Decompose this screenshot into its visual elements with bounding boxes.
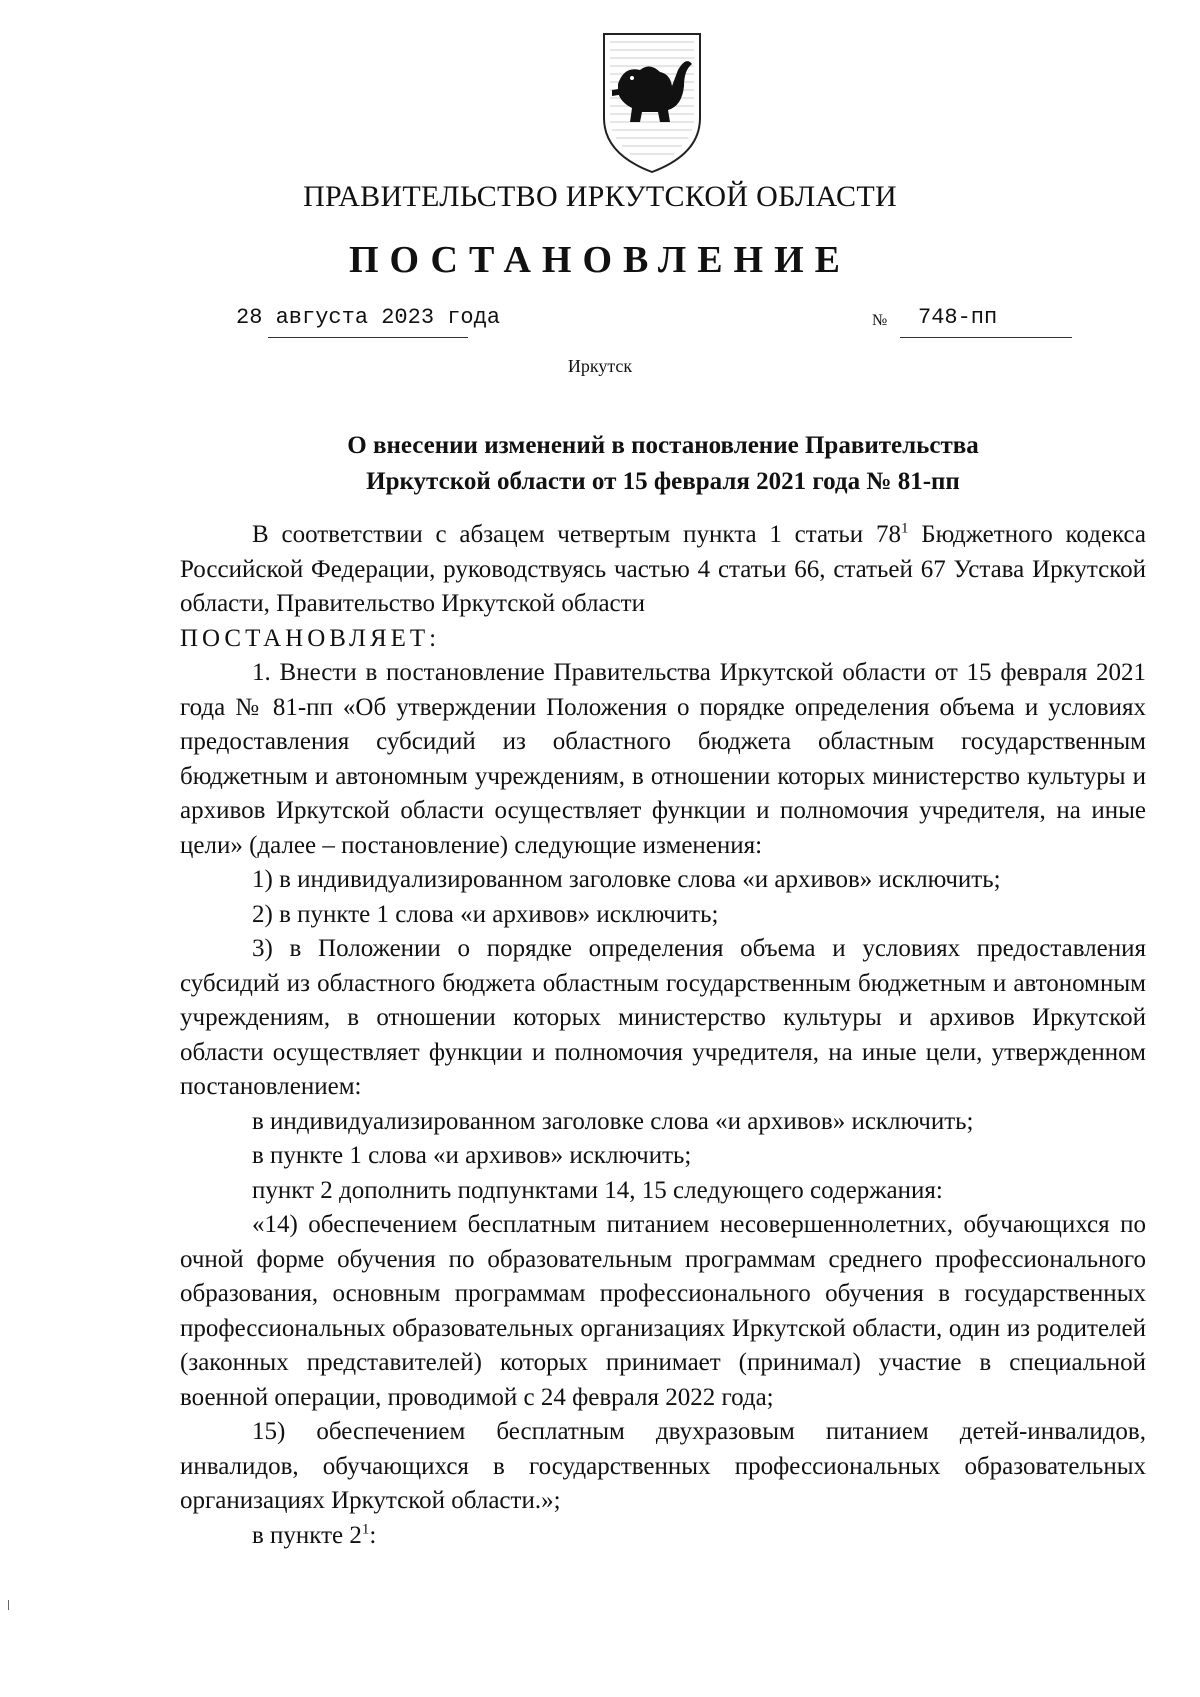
point-2-1-text-b: : bbox=[369, 1521, 377, 1549]
quoted-subpoint-15: 15) обеспечением бесплатным двухразовым питанием детей-инвалидов, инвалидов, обучающихся в государственных профессиональных образовательных организациях Иркутской области.»; bbox=[180, 1418, 1146, 1514]
sub-item-heading: в индивидуализированном заголовке слова «и архивов» исключить; bbox=[252, 1107, 974, 1135]
city: Иркутск bbox=[567, 356, 633, 376]
point-2-1-line bbox=[180, 1519, 1146, 1554]
number-underline bbox=[900, 337, 1072, 338]
preamble-text-b: Бюджетного кодекса Российской Федерации, руководствуясь частью 4 статьи 66, статьей 67 Устава Иркутской области, Правительство Иркутской области bbox=[180, 521, 1147, 617]
date-underline bbox=[268, 337, 468, 338]
government-name: ПРАВИТЕЛЬСТВО ИРКУТСКОЙ ОБЛАСТИ bbox=[303, 180, 897, 213]
paragraph-1-item-1: 1) в индивидуализированном заголовке слова «и архивов» исключить; bbox=[252, 866, 1001, 893]
sub-item-point-1: в пункте 1 слова «и архивов» исключить; bbox=[252, 1142, 692, 1169]
title-line-2: Иркутской области от 15 февраля 2021 года № 81-пп bbox=[366, 468, 960, 495]
number-sign: № bbox=[872, 312, 888, 329]
irkutsk-coat-of-arms-icon bbox=[598, 26, 706, 176]
document-number: 748-пп bbox=[918, 305, 998, 330]
document-title bbox=[180, 428, 1146, 500]
paragraph-1-item-3: 3) в Положении о порядке определения объема и условиях предоставления субсидий из областного бюджета областным государственным бюджетным и автономным учреждениям, в отношении которых министерство культуры и архивов Иркутской области осуществляет функции и полномочия учредителя, на иные цели, утвержденном постановлением: bbox=[180, 935, 1146, 1100]
point-2-1-text-a: в пункте 2 bbox=[252, 1521, 362, 1549]
preamble-text-a: В соответствии с абзацем четвертым пункта 1 статьи 78 bbox=[252, 521, 901, 548]
point-2-1-superscript: 1 bbox=[361, 1521, 370, 1538]
sub-item-point-2: пункт 2 дополнить подпунктами 14, 15 следующего содержания: bbox=[252, 1176, 943, 1204]
paragraph-1: 1. Внести в постановление Правительства Иркутской области от 15 февраля 2021 года № 81-пп «Об утверждении Положения о порядке определения объема и условиях предоставления субсидий из областного бюджета областным государственным бюджетным и автономным учреждениям, в отношении которых министерство культуры и архивов Иркутской области осуществляет функции и полномочия учредителя, на иные цели» (далее – постановление) следующие изменения: bbox=[180, 659, 1146, 859]
document-date: 28 августа 2023 года bbox=[236, 305, 501, 330]
scan-margin-mark bbox=[8, 1600, 9, 1610]
document-body bbox=[180, 518, 1146, 1553]
paragraph-1-item-2: 2) в пункте 1 слова «и архивов» исключить; bbox=[252, 900, 719, 928]
title-line-1: О внесении изменений в постановление Правительства bbox=[347, 432, 979, 459]
preamble-paragraph bbox=[180, 518, 1146, 622]
preamble-superscript: 1 bbox=[900, 520, 909, 537]
quoted-subpoint-14: «14) обеспечением бесплатным питанием несовершеннолетних, обучающихся по очной форме обучения по образовательным программам среднего профессионального образования, основным программам профессионального обучения в государственных профессиональных образовательных организациях Иркутской области, один из родителей (законных представителей) которых принимает (принимал) участие в специальной военной операции, проводимой с 24 февраля 2022 года; bbox=[180, 1211, 1146, 1411]
document-type: ПОСТАНОВЛЕНИЕ bbox=[348, 239, 852, 281]
resolves-heading: ПОСТАНОВЛЯЕТ: bbox=[180, 624, 441, 652]
